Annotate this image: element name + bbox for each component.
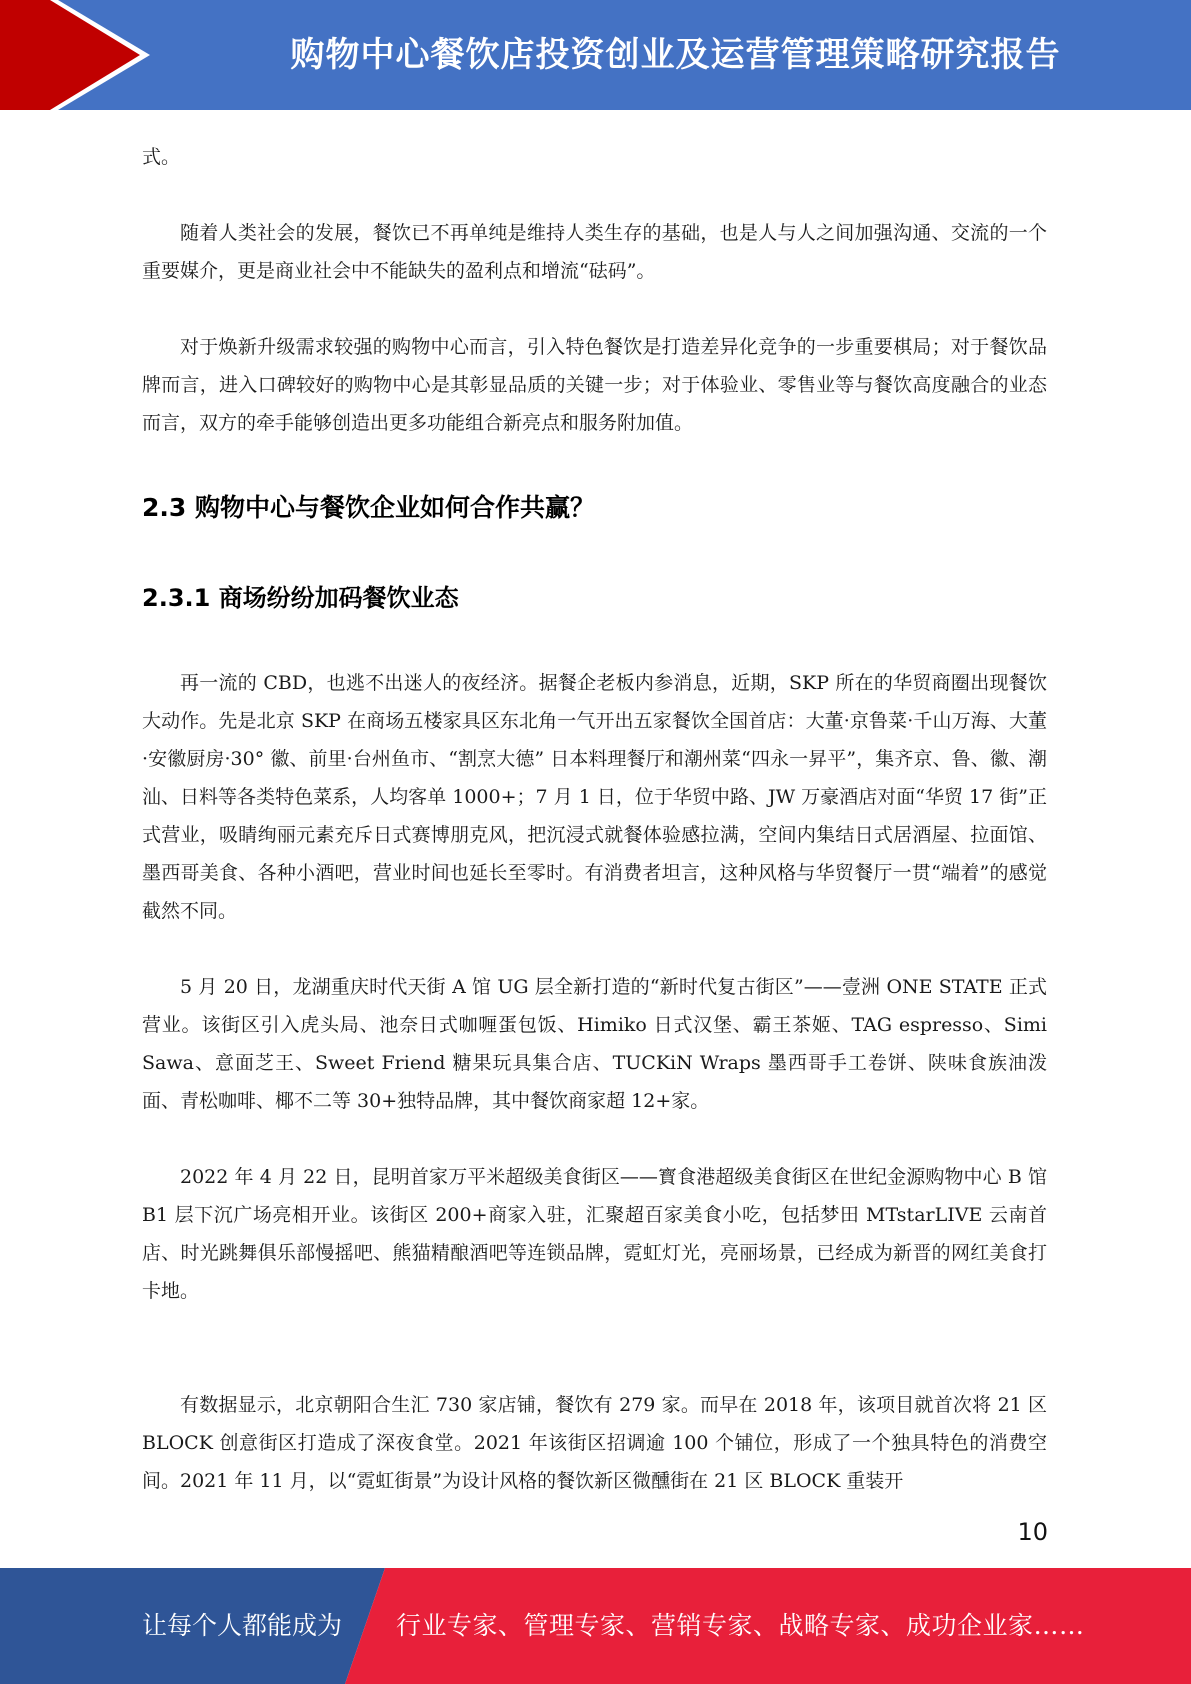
page-header bbox=[0, 0, 1191, 110]
section-heading-2-3: 2.3 购物中心与餐饮企业如何合作共赢？ bbox=[142, 493, 595, 522]
paragraph-continuation: 式。 bbox=[142, 146, 181, 168]
paragraph-3: 再一流的 CBD，也逃不出迷人的夜经济。据餐企老板内参消息，近期，SKP 所在的华贸商圈出现餐饮大动作。先是北京 SKP 在商场五楼家具区东北角一气开出五家餐饮全国首店：大董·京鲁菜·千山万海、大董·安徽厨房·30° 徽、前里·台州鱼市、“割烹大德” 日本料理餐厅和潮州菜“四永一昇平”，集齐京、鲁、徽、潮汕、日料等各类特色菜系，人均客单 1000+；7 月 1 日，位于华贸中路、JW 万豪酒店对面“华贸 17 街”正式营业，吸睛绚丽元素充斥日式赛博朋克风，把沉浸式就餐体验感拉满，空间内集结日式居酒屋、拉面馆、墨西哥美食、各种小酒吧，营业时间也延长至零时。有消费者坦言，这种风格与华贸餐厅一贯“端着”的感觉截然不同。 bbox=[142, 672, 1047, 922]
page-number: 10 bbox=[1017, 1518, 1048, 1546]
page-footer bbox=[0, 1568, 1191, 1684]
footer-slogan-left: 让每个人都能成为 bbox=[142, 1611, 343, 1640]
paragraph-2: 对于焕新升级需求较强的购物中心而言，引入特色餐饮是打造差异化竞争的一步重要棋局；对于餐饮品牌而言，进入口碑较好的购物中心是其彰显品质的关键一步；对于体验业、零售业等与餐饮高度融合的业态而言，双方的牵手能够创造出更多功能组合新亮点和服务附加值。 bbox=[142, 336, 1047, 434]
paragraph-1: 随着人类社会的发展，餐饮已不再单纯是维持人类生存的基础，也是人与人之间加强沟通、交流的一个重要媒介，更是商业社会中不能缺失的盈利点和增流“砝码”。 bbox=[142, 222, 1047, 282]
paragraph-4: 5 月 20 日，龙湖重庆时代天街 A 馆 UG 层全新打造的“新时代复古街区”——壹洲 ONE STATE 正式营业。该街区引入虎头局、池奈日式咖喱蛋包饭、Himiko 日式汉堡、霸王茶姬、TAG espresso、Simi Sawa、意面芝王、Sweet Friend 糖果玩具集合店、TUCKiN Wraps 墨西哥手工卷饼、陕味食族油泼面、青松咖啡、椰不二等 30+独特品牌，其中餐饮商家超 12+家。 bbox=[142, 976, 1047, 1112]
document-body bbox=[142, 138, 1047, 1500]
section-heading-2-3-1: 2.3.1 商场纷纷加码餐饮业态 bbox=[142, 584, 459, 612]
footer-slogan-right: 行业专家、管理专家、营销专家、战略专家、成功企业家…… bbox=[396, 1611, 1085, 1640]
paragraph-5: 2022 年 4 月 22 日，昆明首家万平米超级美食街区——寳食港超级美食街区在世纪金源购物中心 B 馆 B1 层下沉广场亮相开业。该街区 200+商家入驻，汇聚超百家美食小吃，包括梦田 MTstarLIVE 云南首店、时光跳舞俱乐部慢摇吧、熊猫精酿酒吧等连锁品牌，霓虹灯光，亮丽场景，已经成为新晋的网红美食打卡地。 bbox=[142, 1166, 1047, 1302]
header-chevron-icon bbox=[0, 0, 160, 110]
paragraph-6: 有数据显示，北京朝阳合生汇 730 家店铺，餐饮有 279 家。而早在 2018 年，该项目就首次将 21 区 BLOCK 创意街区打造成了深夜食堂。2021 年该街区招调逾 100 个铺位，形成了一个独具特色的消费空间。2021 年 11 月，以“霓虹街景”为设计风格的餐饮新区微醺街在 21 区 BLOCK 重装开 bbox=[142, 1394, 1047, 1492]
header-title: 购物中心餐饮店投资创业及运营管理策略研究报告 bbox=[290, 35, 1061, 75]
